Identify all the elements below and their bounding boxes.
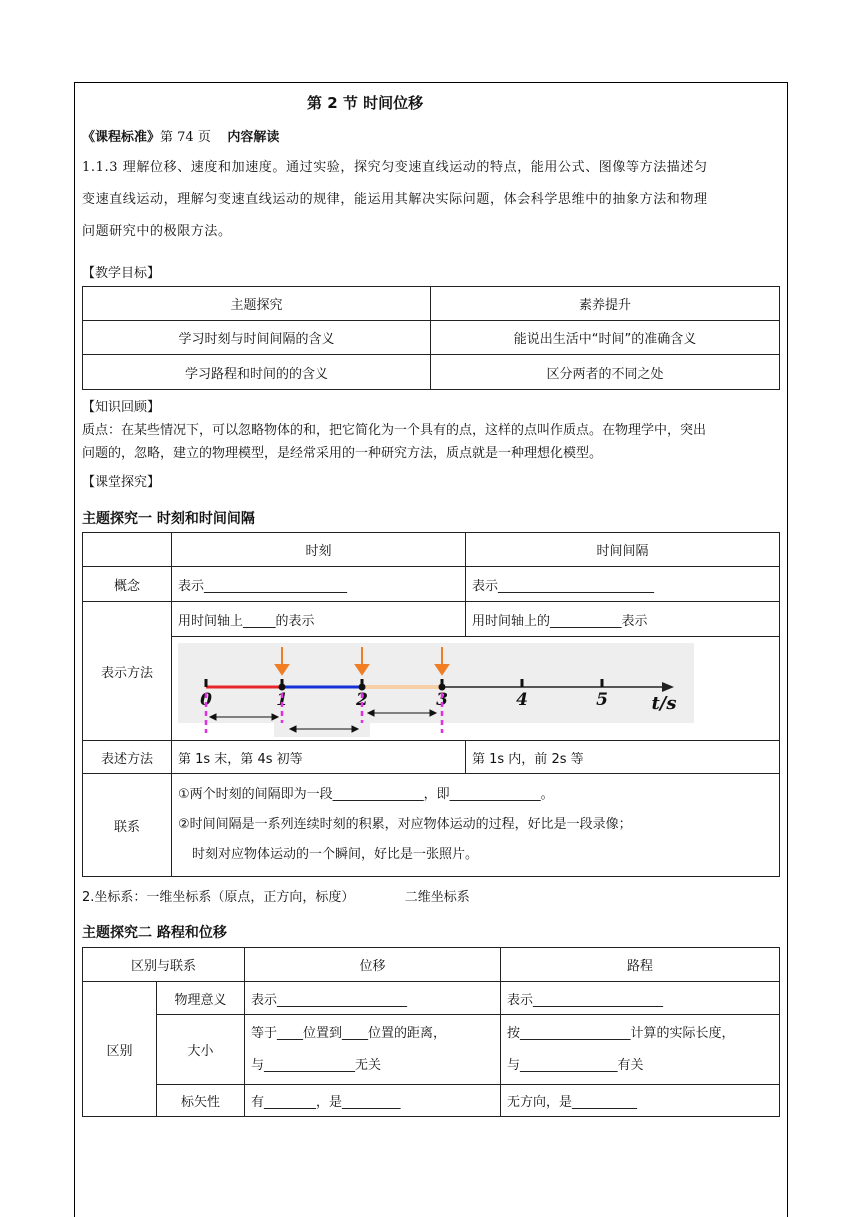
row-label-meaning: 物理意义 [157, 982, 245, 1015]
standard-heading: 内容解读 [227, 130, 280, 145]
topic1-corner [83, 533, 172, 567]
coordinate-1d: 2.坐标系：一维坐标系（原点，正方向，标度） [82, 890, 355, 905]
standard-line [82, 126, 279, 145]
disp-vector: 有________，是_________ [245, 1085, 501, 1117]
row-label-vector: 标矢性 [157, 1085, 245, 1117]
coordinate-2d: 二维坐标系 [404, 890, 470, 905]
topic2-table [82, 947, 780, 1117]
path-magnitude [501, 1015, 780, 1085]
page-title: 第 2 节 时间位移 [307, 94, 424, 112]
topic1-header-moment: 时刻 [172, 533, 466, 567]
standard-line-3: 问题研究中的极限方法。 [82, 224, 232, 239]
disp-magnitude-line-2: 与______________无关 [251, 1057, 382, 1073]
review-line-2: 问题的，忽略，建立的物理模型，是经常采用的一种研究方法，质点就是一种理想化模型。 [82, 446, 603, 461]
standard-book: 《课程标准》 [82, 130, 161, 145]
timeline-cell [172, 637, 780, 741]
concept-interval: 表示________________________ [466, 567, 780, 602]
statement-label: 表述方法 [83, 741, 172, 774]
statement-interval: 第 1s 内，前 2s 等 [466, 741, 780, 774]
path-meaning: 表示____________________ [501, 982, 780, 1015]
tick-label-5: 5 [596, 690, 608, 710]
relation-text [172, 774, 780, 877]
row-label-magnitude: 大小 [157, 1015, 245, 1085]
tick-label-0: 0 [200, 690, 212, 710]
disp-magnitude-line-1: 等于____位置到____位置的距离， [251, 1025, 447, 1041]
topic2-heading: 主题探究二 路程和位移 [82, 925, 227, 941]
goals-table [82, 286, 780, 390]
topic2-header-compare: 区别与联系 [83, 948, 245, 982]
goals-header-literacy: 素养提升 [431, 287, 780, 321]
timeline-diagram [178, 641, 698, 737]
topic2-header-displacement: 位移 [245, 948, 501, 982]
topic2-header-path: 路程 [501, 948, 780, 982]
path-magnitude-line-2: 与_______________有关 [507, 1057, 644, 1073]
relation-label: 联系 [83, 774, 172, 877]
method-moment: 用时间轴上_____的表示 [172, 602, 466, 637]
concept-label: 概念 [83, 567, 172, 602]
relation-line-2: ②时间间隔是一系列连续时刻的积累，对应物体运动的过程，好比是一段录像； [178, 817, 632, 832]
tick-label-1: 1 [276, 690, 288, 710]
diff-label: 区别 [83, 982, 157, 1117]
goals-header-topic: 主题探究 [83, 287, 431, 321]
axis-unit-label: t/s [651, 693, 677, 714]
standard-text [82, 152, 708, 248]
concept-moment: 表示______________________ [172, 567, 466, 602]
standard-line-2: 变速直线运动，理解匀变速直线运动的规律，能运用其解决实际问题，体会科学思维中的抽象方法和物理 [82, 192, 708, 207]
disp-meaning: 表示____________________ [245, 982, 501, 1015]
tick-label-3: 3 [436, 690, 448, 710]
goals-cell: 能说出生活中“时间”的准确含义 [431, 321, 780, 355]
standard-page: 第 74 页 [160, 130, 211, 145]
topic1-heading: 主题探究一 时刻和时间间隔 [82, 511, 255, 527]
goals-heading: 【教学目标】 [82, 266, 161, 281]
goals-cell: 区分两者的不同之处 [431, 355, 780, 390]
topic1-table [82, 532, 780, 877]
standard-line-1: 1.1.3 理解位移、速度和加速度。通过实验，探究匀变速直线运动的特点，能用公式、图像等方法描述匀 [82, 160, 708, 175]
tick-label-2: 2 [356, 690, 368, 710]
explore-heading: 【课堂探究】 [82, 475, 161, 490]
review-line-1: 质点：在某些情况下，可以忽略物体的和，把它简化为一个具有的点，这样的点叫作质点。在物理学中，突出 [82, 423, 707, 438]
topic1-header-interval: 时间间隔 [466, 533, 780, 567]
goals-cell: 学习路程和时间的的含义 [83, 355, 431, 390]
tick-label-4: 4 [516, 690, 528, 710]
statement-moment: 第 1s 末，第 4s 初等 [172, 741, 466, 774]
review-text [82, 419, 706, 465]
review-heading: 【知识回顾】 [82, 400, 161, 415]
path-magnitude-line-1: 按_________________计算的实际长度， [507, 1025, 735, 1041]
disp-magnitude [245, 1015, 501, 1085]
goals-cell: 学习时刻与时间间隔的含义 [83, 321, 431, 355]
method-interval: 用时间轴上的___________表示 [466, 602, 780, 637]
relation-line-3: 时刻对应物体运动的一个瞬间，好比是一张照片。 [192, 847, 479, 862]
path-vector: 无方向，是__________ [501, 1085, 780, 1117]
relation-line-1: ①两个时刻的间隔即为一段______________，即______________。 [178, 787, 554, 802]
method-label: 表示方法 [83, 602, 172, 741]
timeline-background [178, 643, 694, 723]
coordinate-line [82, 886, 470, 905]
